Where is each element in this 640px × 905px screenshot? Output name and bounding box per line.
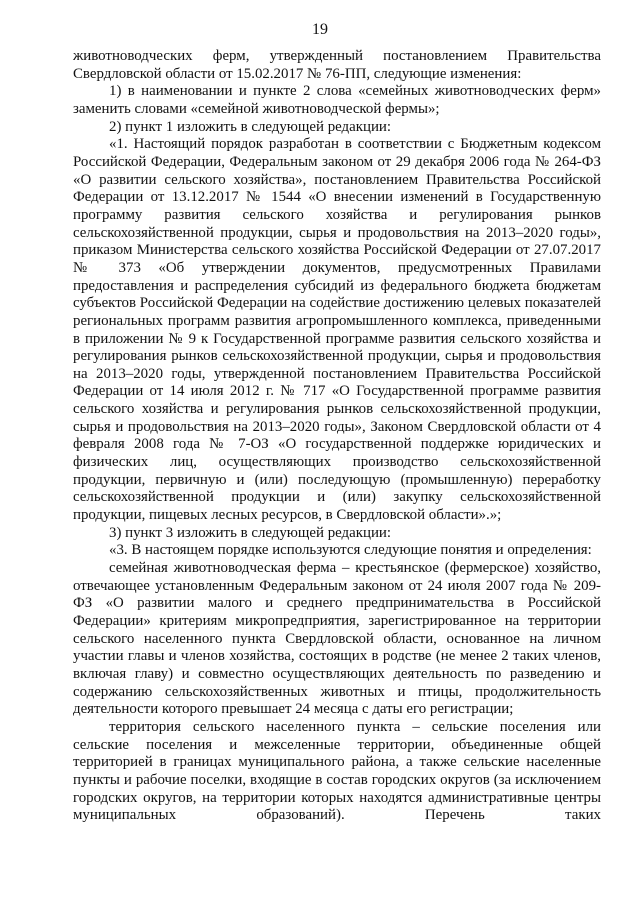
paragraph-item-2: 2) пункт 1 изложить в следующей редакции: [109,118,392,135]
paragraph-intro: животноводческих ферм, утвержденный постановлением Правительства Свердловской области от 15.02.2017 № 76-ПП, следующие изменения: [73,48,601,82]
paragraph-clause-3: «3. В настоящем порядке используются следующие понятия и определения: [109,542,592,559]
document-body [73,48,601,825]
page-number: 19 [312,21,328,38]
paragraph-item-1: 1) в наименовании и пункте 2 слова «семейных животноводческих ферм» заменить словами «семейной животноводческой фермы»; [73,83,601,117]
paragraph-definition-farm: семейная животноводческая ферма – крестьянское (фермерское) хозяйство, отвечающее установленным Федеральным законом от 24 июля 2007 года № 209-ФЗ «О развитии малого и среднего предпринимательства в Российской Федерации» критериям микропредприятия, зарегистрированное на территории сельского населенного пункта Свердловской области, основанное на личном участии главы и членов хозяйства, состоящих в родстве (не менее 2 таких членов, включая главу) и совместно осуществляющих деятельность по разведению и содержанию сельскохозяйственных животных и птицы, продолжительность деятельности которого превышает 24 месяца с даты его регистрации; [73,560,601,718]
paragraph-definition-territory: территория сельского населенного пункта – сельские поселения или сельские поселения и межселенные территории, объединенные общей территорией в границах муниципального района, а также сельские населенные пункты и рабочие поселки, входящие в состав городских округов (за исключением городских округов, на территории которых находятся административные центры муниципальных образований). Перечень таких [73,718,601,824]
paragraph-item-3: 3) пункт 3 изложить в следующей редакции: [109,524,392,541]
paragraph-clause-1: «1. Настоящий порядок разработан в соответствии с Бюджетным кодексом Российской Федерации, Федеральным законом от 29 декабря 2006 года № 264-ФЗ «О развитии сельского хозяйства», постановлением Правительства Российской Федерации от 13.12.2017 № 1544 «О внесении изменений в Государственную программу развития сельского хозяйства и регулирования рынков сельскохозяйственной продукции, сырья и продовольствия на 2013–2020 годы», приказом Министерства сельского хозяйства Российской Федерации от 27.07.2017 № 373 «Об утверждении документов, предусмотренных Правилами предоставления и распределения субсидий из федерального бюджета бюджетам субъектов Российской Федерации на содействие достижению целевых показателей региональных программ развития агропромышленного комплекса, приведенными в приложении № 9 к Государственной программе развития сельского хозяйства и регулирования рынков сельскохозяйственной продукции, сырья и продовольствия на 2013–2020 годы, утвержденной постановлением Правительства Российской Федерации от 14 июля 2012 г. № 717 «О Государственной программе развития сельского хозяйства и регулирования рынков сельскохозяйственной продукции, сырья и продовольствия на 2013–2020 годы», Законом Свердловской области от 4 февраля 2008 года № 7-ОЗ «О государственной поддержке юридических и физических лиц, осуществляющих производство сельскохозяйственной продукции, первичную и (или) последующую (промышленную) переработку сельскохозяйственной продукции и (или) закупку сельскохозяйственной продукции, пищевых лесных ресурсов, в Свердловской области».»; [73,136,601,524]
